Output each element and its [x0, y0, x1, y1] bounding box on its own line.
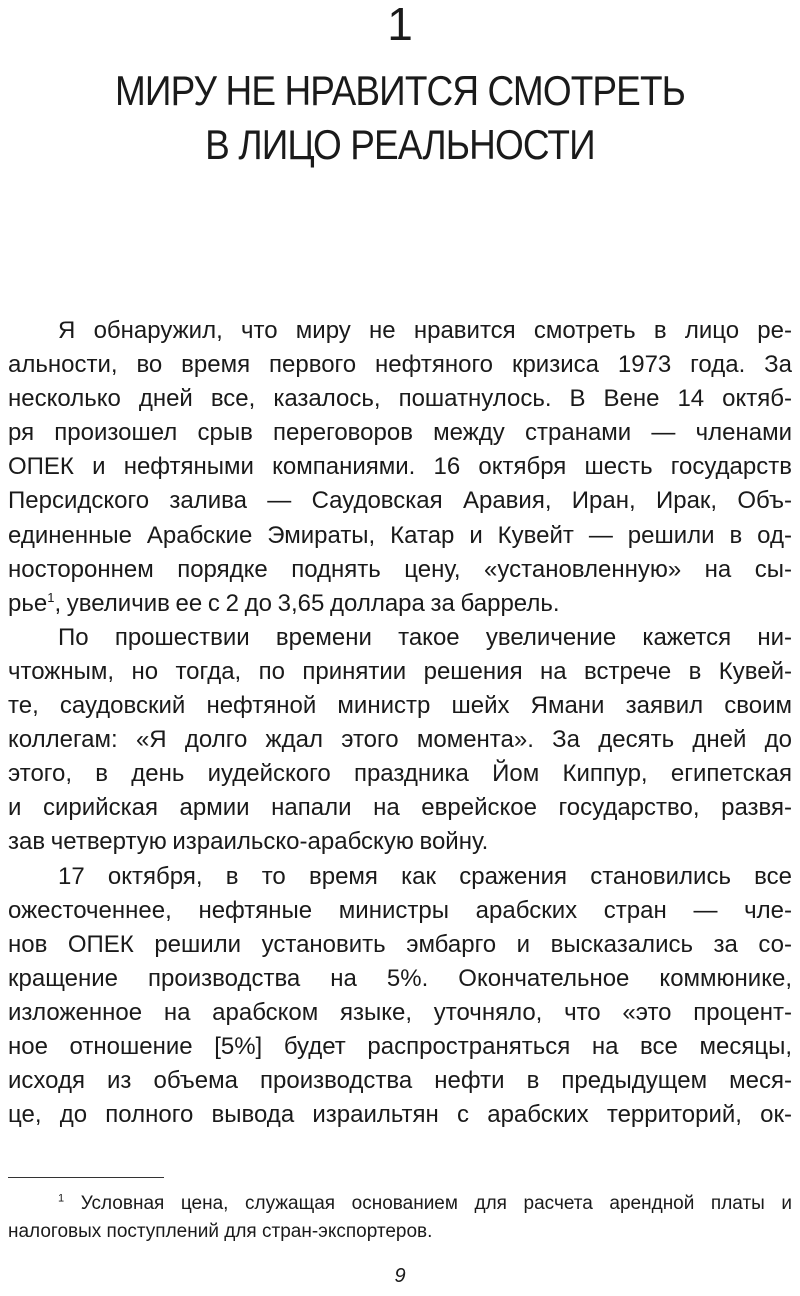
footnote-marker: 1	[58, 1192, 65, 1205]
footnote-reference[interactable]: 1	[47, 589, 55, 605]
text-line: ное отношение [5%] будет распространяться на все месяцы,	[8, 1032, 792, 1060]
text-line: те, саудовский нефтяной министр шейх Ямани заявил своим	[8, 692, 792, 720]
text-line: 17 октября, в то время как сражения становились все	[58, 862, 792, 890]
text-fragment: рье	[8, 589, 48, 617]
text-line: и сирийская армии напали на еврейское государство, развя-	[8, 794, 792, 822]
text-fragment: , увеличив ее с 2 до 3,65 доллара за баррель.	[54, 589, 560, 617]
text-line: ря произошел срыв переговоров между странами — членами	[8, 419, 792, 447]
text-line: нов ОПЕК решили установить эмбарго и высказались за со-	[8, 930, 792, 958]
body-text	[8, 314, 792, 1132]
text-line: кращение производства на 5%. Окончательное коммюнике,	[8, 964, 792, 992]
text-line: чтожным, но тогда, по принятии решения на встрече в Кувей-	[8, 657, 792, 685]
footnote-divider	[8, 1177, 164, 1178]
text-line: единенные Арабские Эмираты, Катар и Кувейт — решили в од-	[8, 521, 792, 549]
chapter-number: 1	[387, 0, 413, 50]
chapter-title-line-2: В ЛИЦО РЕАЛЬНОСТИ	[205, 121, 595, 168]
text-line: По прошествии времени такое увеличение кажется ни-	[58, 623, 792, 651]
footnote-text: Условная цена, служащая основанием для расчета арендной платы и	[64, 1193, 792, 1214]
text-line: исходя из объема производства нефти в предыдущем меся-	[8, 1067, 792, 1095]
text-line-with-footnote	[8, 587, 792, 621]
text-line: це, до полного вывода израильтян с арабских территорий, ок-	[8, 1101, 792, 1129]
chapter-title-line-1: МИРУ НЕ НРАВИТСЯ СМОТРЕТЬ	[114, 67, 686, 114]
text-line: Я обнаружил, что миру не нравится смотреть в лицо ре-	[58, 317, 792, 344]
text-line: коллегам: «Я долго ждал этого момента». За десять дней до	[8, 726, 792, 754]
text-line: альности, во время первого нефтяного кризиса 1973 года. За	[8, 351, 792, 379]
page-number: 9	[394, 1265, 406, 1287]
text-line: Персидского залива — Саудовская Аравия, Иран, Ирак, Объ-	[8, 487, 792, 515]
footnote-line-1	[8, 1190, 792, 1218]
text-line: изложенное на арабском языке, уточняло, что «это процент-	[8, 998, 792, 1026]
text-line: этого, в день иудейского праздника Йом Киппур, египетская	[8, 760, 792, 788]
text-line: ностороннем порядке поднять цену, «установленную» на сы-	[8, 555, 792, 583]
text-line: зав четвертую израильско-арабскую войну.	[8, 828, 489, 856]
text-line: ожесточеннее, нефтяные министры арабских стран — чле-	[8, 896, 792, 924]
text-line: ОПЕК и нефтяными компаниями. 16 октября шесть государств	[8, 453, 792, 481]
chapter-title	[48, 64, 752, 172]
text-line: несколько дней все, казалось, пошатнулось. В Вене 14 октяб-	[8, 385, 792, 413]
footnote-line-2: налоговых поступлений для стран-экспортеров.	[8, 1221, 433, 1242]
footnote	[8, 1190, 792, 1246]
